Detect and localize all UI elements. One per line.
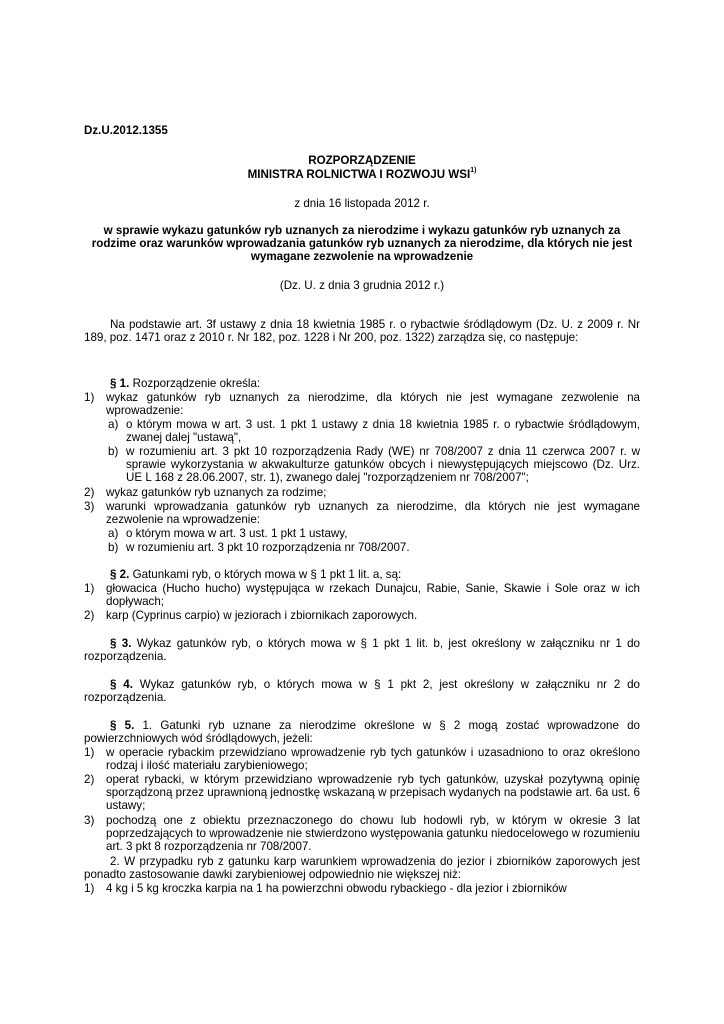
item-text: pochodzą one z obiektu przeznaczonego do chowu lub hodowli ryb, w którym w okresie 3 lat poprzedzających to wprowadzenie nie stwierdzono występowania gatunku niedocelowego w rozumieniu art. 3 pkt 8 rozporządzenia nr 708/2007. xyxy=(106,814,640,854)
item-text: operat rybacki, w którym przewidziano wprowadzenie ryb tych gatunków, uzyskał pozytywną opinię sporządzoną przez uprawnioną jednostkę wskazaną w przepisach wydanych na podstawie art. 6a ust. 6 ustawy; xyxy=(106,773,640,813)
footnote-mark: 1) xyxy=(470,167,477,175)
item-text: 4 kg i 5 kg kroczka karpia na 1 ha powierzchni obwodu rybackiego - dla jezior i zbiorników xyxy=(106,882,567,895)
document-reference: Dz.U.2012.1355 xyxy=(84,124,168,137)
section-3-mark: § 3. xyxy=(110,637,132,650)
section-4-paragraph xyxy=(84,678,640,704)
section-5-mark: § 5. xyxy=(110,719,135,732)
section-4-mark: § 4. xyxy=(110,678,133,691)
section-2-mark: § 2. xyxy=(110,568,130,581)
document-date: z dnia 16 listopada 2012 r. xyxy=(294,197,430,210)
section-5-item-3 xyxy=(84,814,640,854)
section-1-item-2 xyxy=(84,486,640,499)
item-number: 1) xyxy=(84,746,95,759)
section-5-item-1 xyxy=(84,746,640,772)
section-1-item-1a xyxy=(106,418,640,444)
item-text: głowacica (Hucho hucho) występująca w rzekach Dunajcu, Rabie, Sanie, Skawie i Sole oraz w ich dopływach; xyxy=(106,582,640,609)
issuing-authority-heading xyxy=(84,168,640,181)
item-text: warunki wprowadzania gatunków ryb uznanych za nierodzime, dla których nie jest wymagane zezwolenie na wprowadzenie: xyxy=(106,500,640,527)
section-5-text: 1. Gatunki ryb uznane za nierodzime określone w § 2 mogą zostać wprowadzone do powierzchniowych wód śródlądowych, jeżeli: xyxy=(84,719,640,746)
subitem-letter: b) xyxy=(108,445,119,458)
section-1-heading xyxy=(84,377,640,390)
item-number: 1) xyxy=(84,391,95,404)
document-subject: w sprawie wykazu gatunków ryb uznanych za nierodzime i wykazu gatunków ryb uznanych za rodzime oraz warunków wprowadzania gatunków ryb uznanych za nierodzime, dla których nie jest wymagane zezwolenie na wprowadzenie xyxy=(91,224,633,264)
section-5-paragraph-2: 2. W przypadku ryb z gatunku karp warunkiem wprowadzenia do jezior i zbiorników zaporowych jest ponadto zastosowanie dawki zarybieniowej odpowiednio nie większej niż: xyxy=(84,855,640,882)
section-4-text: Wykaz gatunków ryb, o których mowa w § 1 pkt 2, jest określony w załączniku nr 2 do rozporządzenia. xyxy=(84,678,640,705)
subitem-text: o którym mowa w art. 3 ust. 1 pkt 1 ustawy z dnia 18 kwietnia 1985 r. o rybactwie śródlądowym, zwanej dalej "ustawą", xyxy=(126,418,640,445)
section-5-paragraph xyxy=(84,719,640,745)
section-1-text: Rozporządzenie określa: xyxy=(132,377,261,390)
intro-paragraph: Na podstawie art. 3f ustawy z dnia 18 kwietnia 1985 r. o rybactwie śródlądowym (Dz. U. z 2009 r. Nr 189, poz. 1471 oraz z 2010 r. Nr 182, poz. 1228 i Nr 200, poz. 1322) zarządza się, co następuje: xyxy=(84,318,640,345)
section-1-item-3b xyxy=(106,541,640,554)
item-text: karp (Cyprinus carpio) w jeziorach i zbiornikach zaporowych. xyxy=(106,609,418,622)
section-1-item-1b xyxy=(106,445,640,485)
subitem-text: o którym mowa w art. 3 ust. 1 pkt 1 ustawy, xyxy=(126,527,348,540)
subitem-letter: b) xyxy=(108,541,119,554)
subitem-letter: a) xyxy=(108,527,119,540)
section-1-item-1 xyxy=(84,391,640,417)
item-number: 1) xyxy=(84,882,95,895)
section-3-paragraph xyxy=(84,637,640,663)
item-number: 2) xyxy=(84,609,95,622)
section-2-item-2 xyxy=(84,609,640,622)
subitem-text: w rozumieniu art. 3 pkt 10 rozporządzenia nr 708/2007. xyxy=(126,541,410,554)
section-1-item-3 xyxy=(84,500,640,526)
section-5-p2-item-1 xyxy=(84,882,640,895)
item-number: 3) xyxy=(84,500,95,513)
item-text: wykaz gatunków ryb uznanych za nierodzime, dla których nie jest wymagane zezwolenie na wprowadzenie: xyxy=(106,391,640,418)
section-2-text: Gatunkami ryb, o których mowa w § 1 pkt 1 lit. a, są: xyxy=(132,568,402,581)
section-2-heading xyxy=(84,568,640,581)
authority-name: MINISTRA ROLNICTWA I ROZWOJU WSI xyxy=(247,168,471,181)
subitem-letter: a) xyxy=(108,418,119,431)
section-5-item-2 xyxy=(84,773,640,813)
item-text: wykaz gatunków ryb uznanych za rodzime; xyxy=(106,486,327,499)
document-type-heading: ROZPORZĄDZENIE xyxy=(308,154,416,167)
section-3-text: Wykaz gatunków ryb, o których mowa w § 1 pkt 1 lit. b, jest określony w załączniku nr 1 do rozporządzenia. xyxy=(84,637,640,664)
item-number: 3) xyxy=(84,814,95,827)
section-1-mark: § 1. xyxy=(110,377,130,390)
item-number: 1) xyxy=(84,582,95,595)
section-1-item-3a xyxy=(106,527,640,540)
subitem-text: w rozumieniu art. 3 pkt 10 rozporządzenia Rady (WE) nr 708/2007 z dnia 11 czerwca 2007 r. w sprawie wykorzystania w akwakulturze gatunków obcych i niewystępujących miejscowo (Dz. Urz. UE L 168 z 28.06.2007, str. 1), zwanego dalej "rozporządzeniem nr 708/2007"; xyxy=(126,445,640,485)
item-text: w operacie rybackim przewidziano wprowadzenie ryb tych gatunków i uzasadniono to oraz określono rodzaj i ilość materiału zarybieniowego; xyxy=(106,746,640,773)
section-2-item-1 xyxy=(84,582,640,608)
item-number: 2) xyxy=(84,486,95,499)
item-number: 2) xyxy=(84,773,95,786)
publication-note: (Dz. U. z dnia 3 grudnia 2012 r.) xyxy=(279,279,445,292)
